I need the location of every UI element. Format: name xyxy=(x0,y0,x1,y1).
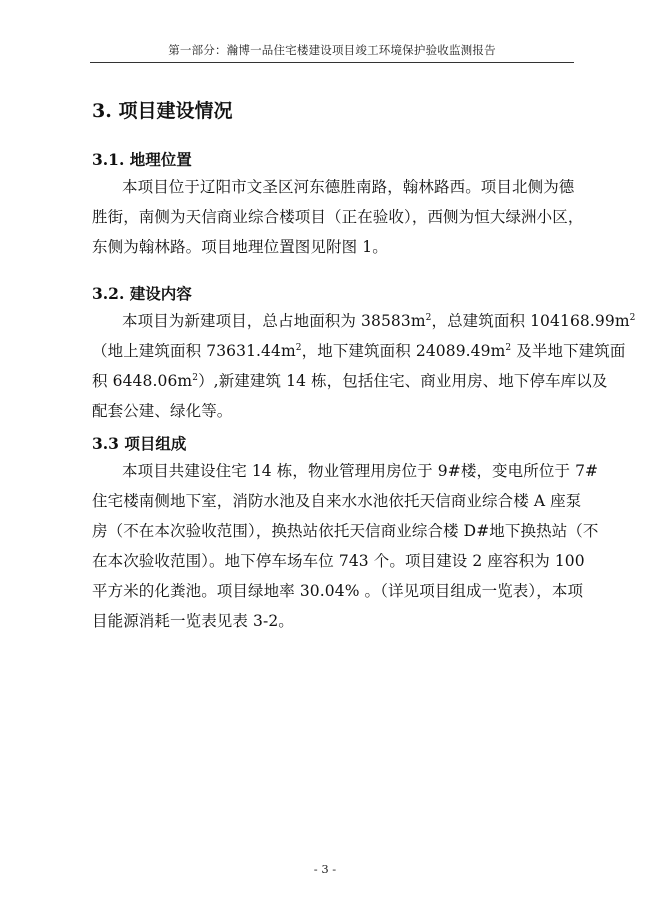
text-run: 本项目为新建项目，总占地面积为 38583m xyxy=(122,312,426,330)
page-number: - 3 - xyxy=(313,862,337,876)
text-line xyxy=(92,396,582,426)
text-line: 房（不在本次验收范围），换热站依托天信商业综合楼 D#地下换热站（不 xyxy=(92,522,599,540)
text-run: 及半地下建筑面 xyxy=(511,342,626,360)
superscript: 2 xyxy=(425,312,432,323)
text-line xyxy=(92,336,626,366)
text-line: 东侧为翰林路。项目地理位置图见附图 1。 xyxy=(92,238,388,256)
superscript: 2 xyxy=(192,372,199,383)
header-divider xyxy=(90,62,574,63)
paragraph-geographic-location xyxy=(92,172,582,262)
subsection-heading-3-2: 3.2. 建设内容 xyxy=(92,284,192,303)
text-run: 积 6448.06m xyxy=(92,372,193,390)
subsection-heading-3-1: 3.1. 地理位置 xyxy=(92,150,192,169)
section-title: 3. 项目建设情况 xyxy=(92,100,233,122)
text-line: 本项目共建设住宅 14 栋，物业管理用房位于 9#楼，变电所位于 7# xyxy=(122,462,599,480)
superscript: 2 xyxy=(295,342,302,353)
page-header: 第一部分：瀚博一品住宅楼建设项目竣工环境保护验收监测报告 xyxy=(168,43,496,57)
text-line: 目能源消耗一览表见表 3-2。 xyxy=(92,612,294,630)
text-run: ，地下建筑面积 24089.49m xyxy=(301,342,506,360)
paragraph-construction-content xyxy=(92,306,636,426)
text-line: 本项目位于辽阳市文圣区河东德胜南路，翰林路西。项目北侧为德 xyxy=(122,178,575,196)
superscript: 2 xyxy=(629,312,636,323)
text-run: ）,新建建筑 14 栋，包括住宅、商业用房、地下停车库以及 xyxy=(198,372,608,390)
paragraph-project-composition xyxy=(92,456,599,636)
text-line: 在本次验收范围）。地下停车场车位 743 个。项目建设 2 座容积为 100 xyxy=(92,552,585,570)
superscript: 2 xyxy=(505,342,512,353)
text-line xyxy=(92,306,636,336)
text-run: ，总建筑面积 104168.99m xyxy=(431,312,630,330)
text-line: 住宅楼南侧地下室，消防水池及自来水水池依托天信商业综合楼 A 座泵 xyxy=(92,492,582,510)
text-line: 胜街，南侧为天信商业综合楼项目（正在验收），西侧为恒大绿洲小区， xyxy=(92,208,584,226)
text-run: （地上建筑面积 73631.44m xyxy=(92,342,296,360)
text-line xyxy=(92,366,608,396)
subsection-heading-3-3: 3.3 项目组成 xyxy=(92,434,187,453)
text-run: 配套公建、绿化等。 xyxy=(92,402,233,420)
text-line: 平方米的化粪池。项目绿地率 30.04% 。（详见项目组成一览表），本项 xyxy=(92,582,584,600)
